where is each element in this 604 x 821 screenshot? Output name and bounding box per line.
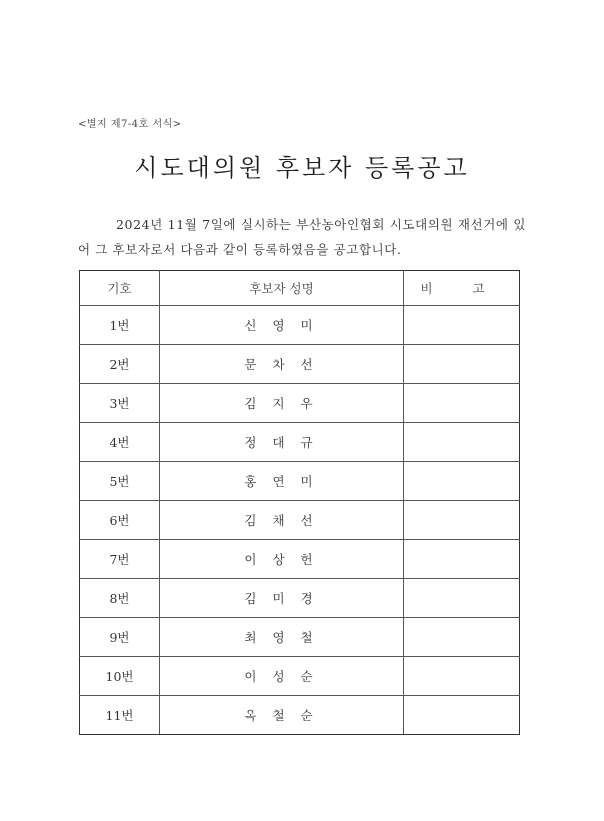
candidate-name: 홍 연 미 [160,462,404,501]
candidate-name: 이 성 순 [160,657,404,696]
candidate-number: 9번 [80,618,160,657]
candidate-note [404,306,520,345]
candidate-name: 옥 철 순 [160,696,404,735]
candidate-number: 4번 [80,423,160,462]
candidate-table [79,270,520,735]
candidate-name: 정 대 규 [160,423,404,462]
form-label: <별지 제7-4호 서식> [78,119,182,130]
candidate-number: 8번 [80,579,160,618]
candidate-note [404,696,520,735]
candidate-note [404,384,520,423]
candidate-number: 10번 [80,657,160,696]
table-row [80,306,520,345]
candidate-note [404,540,520,579]
table-row [80,579,520,618]
candidate-name: 김 채 선 [160,501,404,540]
table-header-row [80,271,520,306]
candidate-note [404,618,520,657]
candidate-number: 11번 [80,696,160,735]
table-row [80,618,520,657]
candidate-note [404,423,520,462]
candidate-name: 문 차 선 [160,345,404,384]
page-title: 시도대의원 후보자 등록공고 [134,154,470,182]
candidate-name: 신 영 미 [160,306,404,345]
header-name: 후보자 성명 [160,271,404,306]
candidate-name: 최 영 철 [160,618,404,657]
header-number: 기호 [80,271,160,306]
table-row [80,540,520,579]
candidate-number: 6번 [80,501,160,540]
candidate-name: 이 상 헌 [160,540,404,579]
candidate-number: 2번 [80,345,160,384]
table-row [80,462,520,501]
table-row [80,657,520,696]
candidate-note [404,462,520,501]
candidate-name: 김 지 우 [160,384,404,423]
candidate-note [404,345,520,384]
table-row [80,423,520,462]
candidate-number: 1번 [80,306,160,345]
table-row [80,501,520,540]
candidate-number: 3번 [80,384,160,423]
candidate-note [404,657,520,696]
candidate-number: 5번 [80,462,160,501]
candidate-note [404,501,520,540]
table-row [80,345,520,384]
header-note: 비 고 [404,271,520,306]
candidate-number: 7번 [80,540,160,579]
table-row [80,696,520,735]
candidate-name: 김 미 경 [160,579,404,618]
announcement-text: 2024년 11월 7일에 실시하는 부산농아인협회 시도대의원 재선거에 있어 그 후보자로서 다음과 같이 등록하였음을 공고합니다. [78,217,526,257]
candidate-note [404,579,520,618]
table-row [80,384,520,423]
